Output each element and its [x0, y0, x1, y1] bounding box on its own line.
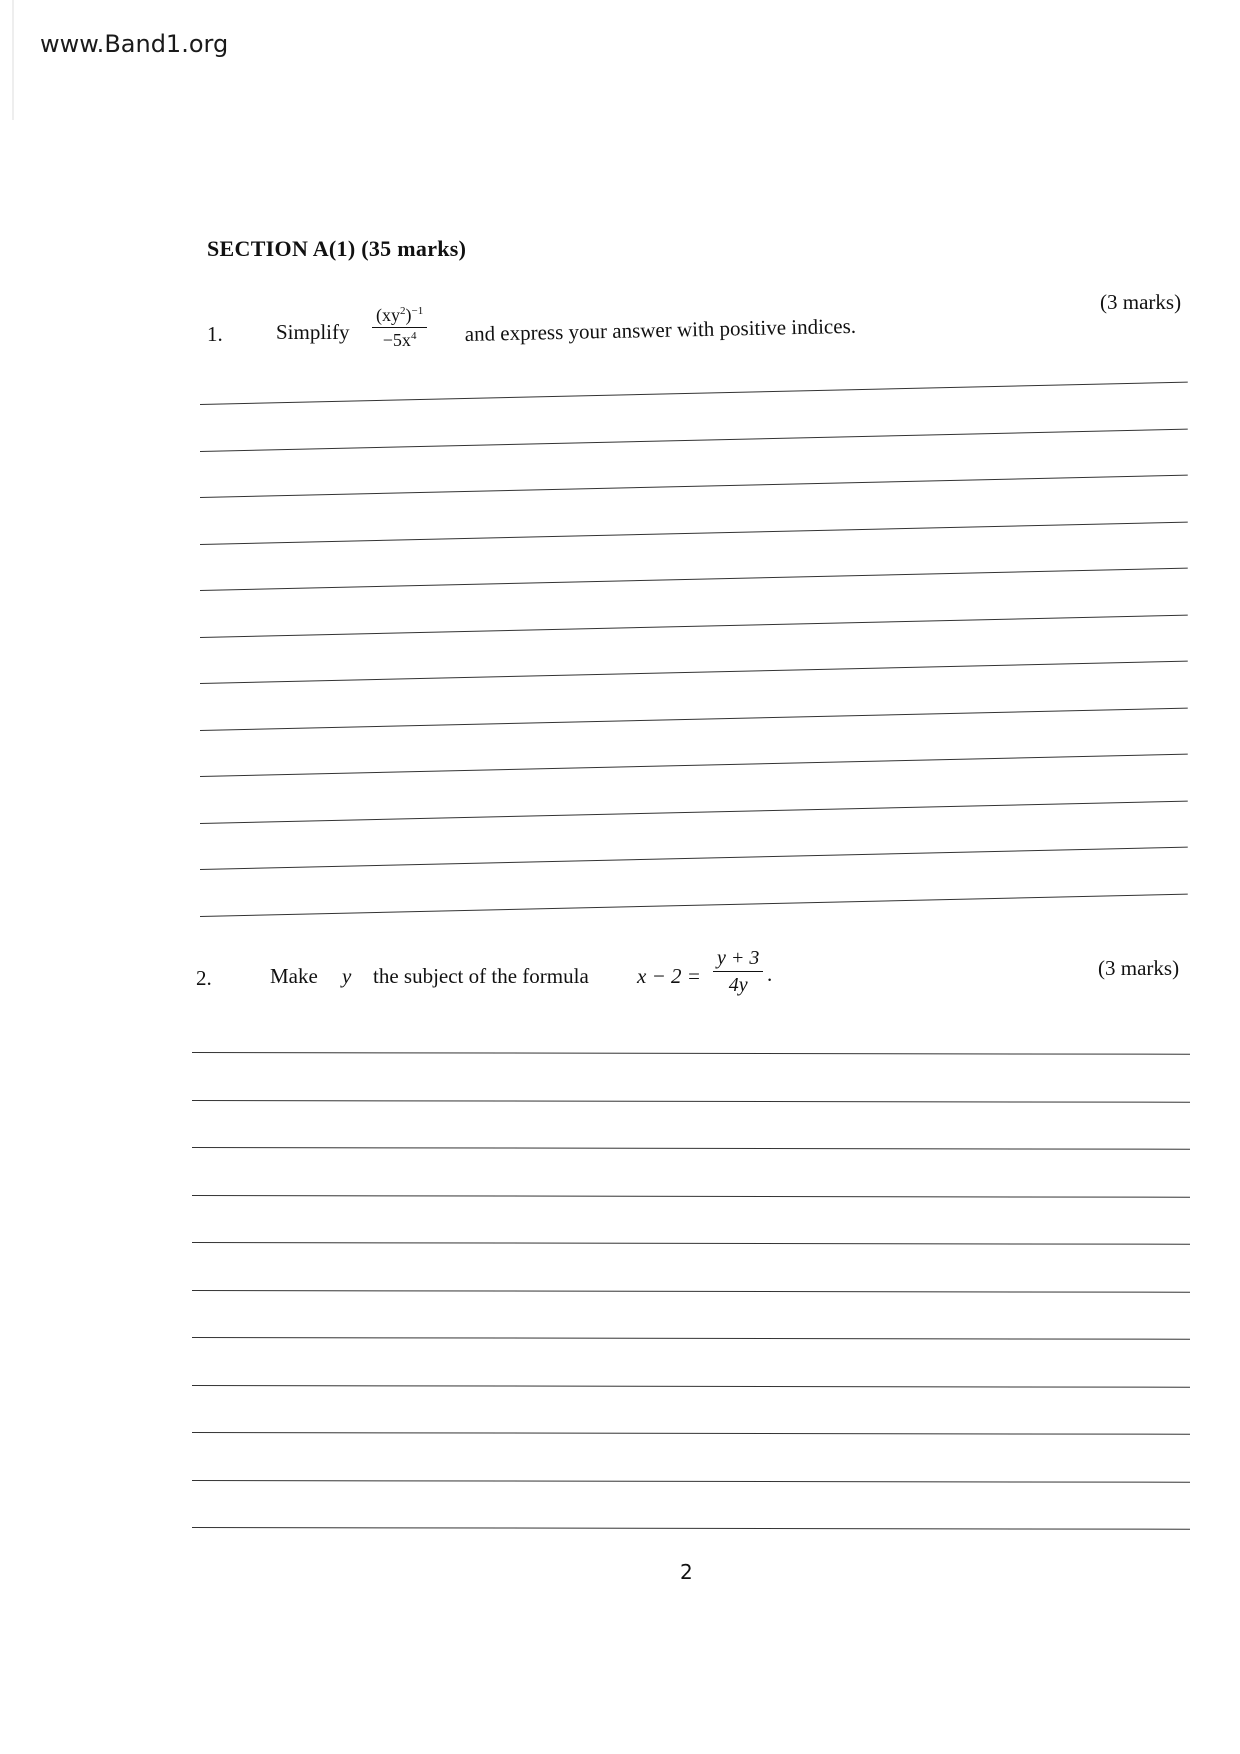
- question-1-answer-line[interactable]: [200, 475, 1188, 498]
- question-2-fraction-numerator: y + 3: [713, 948, 763, 972]
- question-1-fraction: [372, 306, 427, 349]
- question-2-answer-line[interactable]: [192, 1290, 1190, 1293]
- question-1-answer-line[interactable]: [200, 568, 1188, 591]
- question-1-answer-line[interactable]: [200, 893, 1188, 916]
- question-2-text: the subject of the formula: [373, 964, 589, 988]
- question-2-answer-line[interactable]: [192, 1337, 1190, 1340]
- section-title: SECTION A(1) (35 marks): [207, 236, 467, 261]
- question-2-answer-line[interactable]: [192, 1052, 1190, 1055]
- question-2-answer-line[interactable]: [192, 1432, 1190, 1435]
- question-2-prefix: Make: [270, 964, 318, 988]
- question-1-prefix: Simplify: [276, 320, 350, 344]
- question-1-answer-line[interactable]: [200, 707, 1188, 730]
- question-2-answer-line[interactable]: [192, 1527, 1190, 1530]
- question-2-number: 2.: [196, 966, 212, 990]
- question-1-fraction-denominator: $-5x^4$: [382, 330, 417, 350]
- question-2-answer-line[interactable]: [192, 1147, 1190, 1150]
- question-1-answer-line[interactable]: [200, 382, 1188, 405]
- question-2-answer-line[interactable]: [192, 1242, 1190, 1245]
- question-1-text: and express your answer with positive indices.: [464, 313, 857, 347]
- question-1-marks: (3 marks): [1100, 290, 1182, 314]
- question-2-answer-line[interactable]: [192, 1480, 1190, 1483]
- question-1-answer-line[interactable]: [200, 847, 1188, 870]
- question-2-answer-line[interactable]: [192, 1100, 1190, 1103]
- question-2-answer-line[interactable]: [192, 1195, 1190, 1198]
- question-1-answer-line[interactable]: [200, 754, 1188, 777]
- scan-edge: [12, 0, 14, 120]
- question-1-answer-line[interactable]: [200, 800, 1188, 823]
- site-watermark: www.Band1.org: [40, 30, 229, 58]
- question-1-fraction-numerator: $(xy^2)^{-1}$: [372, 306, 427, 328]
- question-2-variable: y: [342, 964, 352, 988]
- page-number: 2: [680, 1560, 693, 1584]
- question-1-answer-line[interactable]: [200, 661, 1188, 684]
- question-2-answer-line[interactable]: [192, 1385, 1190, 1388]
- question-1-answer-line[interactable]: [200, 521, 1188, 544]
- question-2-fraction: [713, 948, 763, 995]
- question-1-answer-line[interactable]: [200, 428, 1188, 451]
- question-2-marks: (3 marks): [1098, 956, 1180, 980]
- question-2-lhs: x − 2 =: [637, 964, 701, 988]
- question-1-answer-line[interactable]: [200, 614, 1188, 637]
- question-2-fraction-denominator: 4y: [728, 974, 748, 996]
- question-2-end: .: [767, 962, 773, 986]
- question-1-number: 1.: [207, 322, 223, 346]
